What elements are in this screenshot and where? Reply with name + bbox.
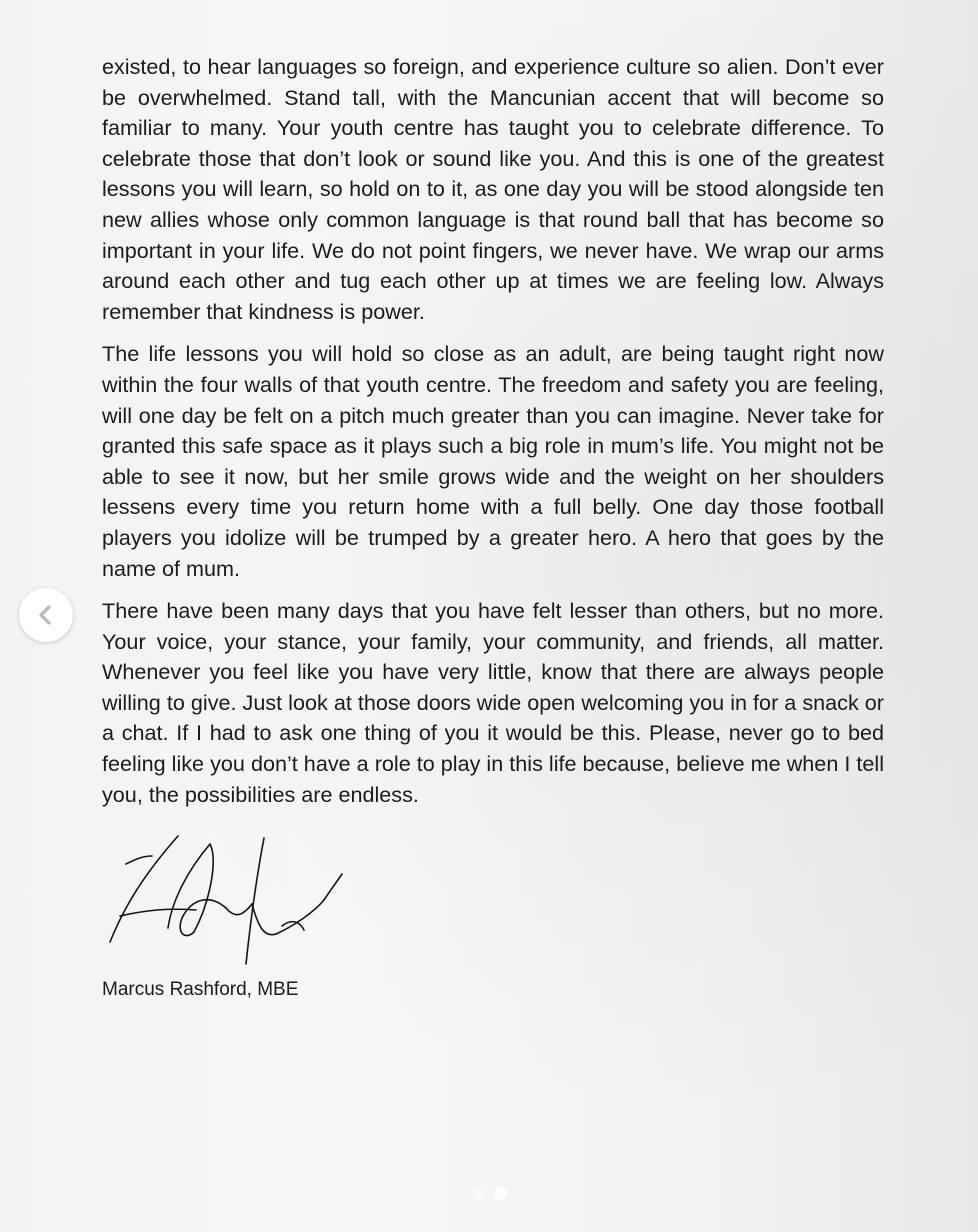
chevron-left-icon (34, 603, 58, 627)
paragraph-2: The life lessons you will hold so close as an adult, are being taught right now within the four walls of that youth centre. The freedom and safety you are feeling, will one day be felt on a pitch much greater than you can imagine. Never take for granted this safe space as it plays such a big role in mum’s life. You might not be able to see it now, but her smile grows wide and the weight on her shoulders lessens every time you return home with a full belly. One day those football players you idolize will be trumped by a greater hero. A hero that goes by the name of mum. (102, 341, 884, 581)
signature (106, 830, 346, 970)
signer-name: Marcus Rashford, MBE (102, 979, 299, 1000)
paragraph-3: There have been many days that you have felt lesser than others, but no more. Your voice, your stance, your family, your community, and friends, all matter. Whenever you feel like you have very little, know that there are always people willing to give. Just look at those doors wide open welcoming you in for a snack or a chat. If I had to ask one thing of you it would be this. Please, never go to bed feeling like you don’t have a role to play in this life because, believe me when I tell you, the possibilities are endless. (102, 598, 884, 807)
previous-slide-button[interactable] (19, 588, 73, 642)
letter-body (102, 52, 884, 822)
carousel-dot-1[interactable] (473, 1187, 486, 1200)
carousel-dot-2-active[interactable] (494, 1187, 507, 1200)
paragraph-1: existed, to hear languages so foreign, and experience culture so alien. Don’t ever be overwhelmed. Stand tall, with the Mancunian accent that will become so familiar to many. Your youth centre has taught you to celebrate difference. To celebrate those that don’t look or sound like you. And this is one of the greatest lessons you will learn, so hold on to it, as one day you will be stood alongside ten new allies whose only common language is that round ball that has become so important in your life. We do not point fingers, we never have. We wrap our arms around each other and tug each other up at times we are feeling low. Always remember that kindness is power. (102, 54, 884, 324)
